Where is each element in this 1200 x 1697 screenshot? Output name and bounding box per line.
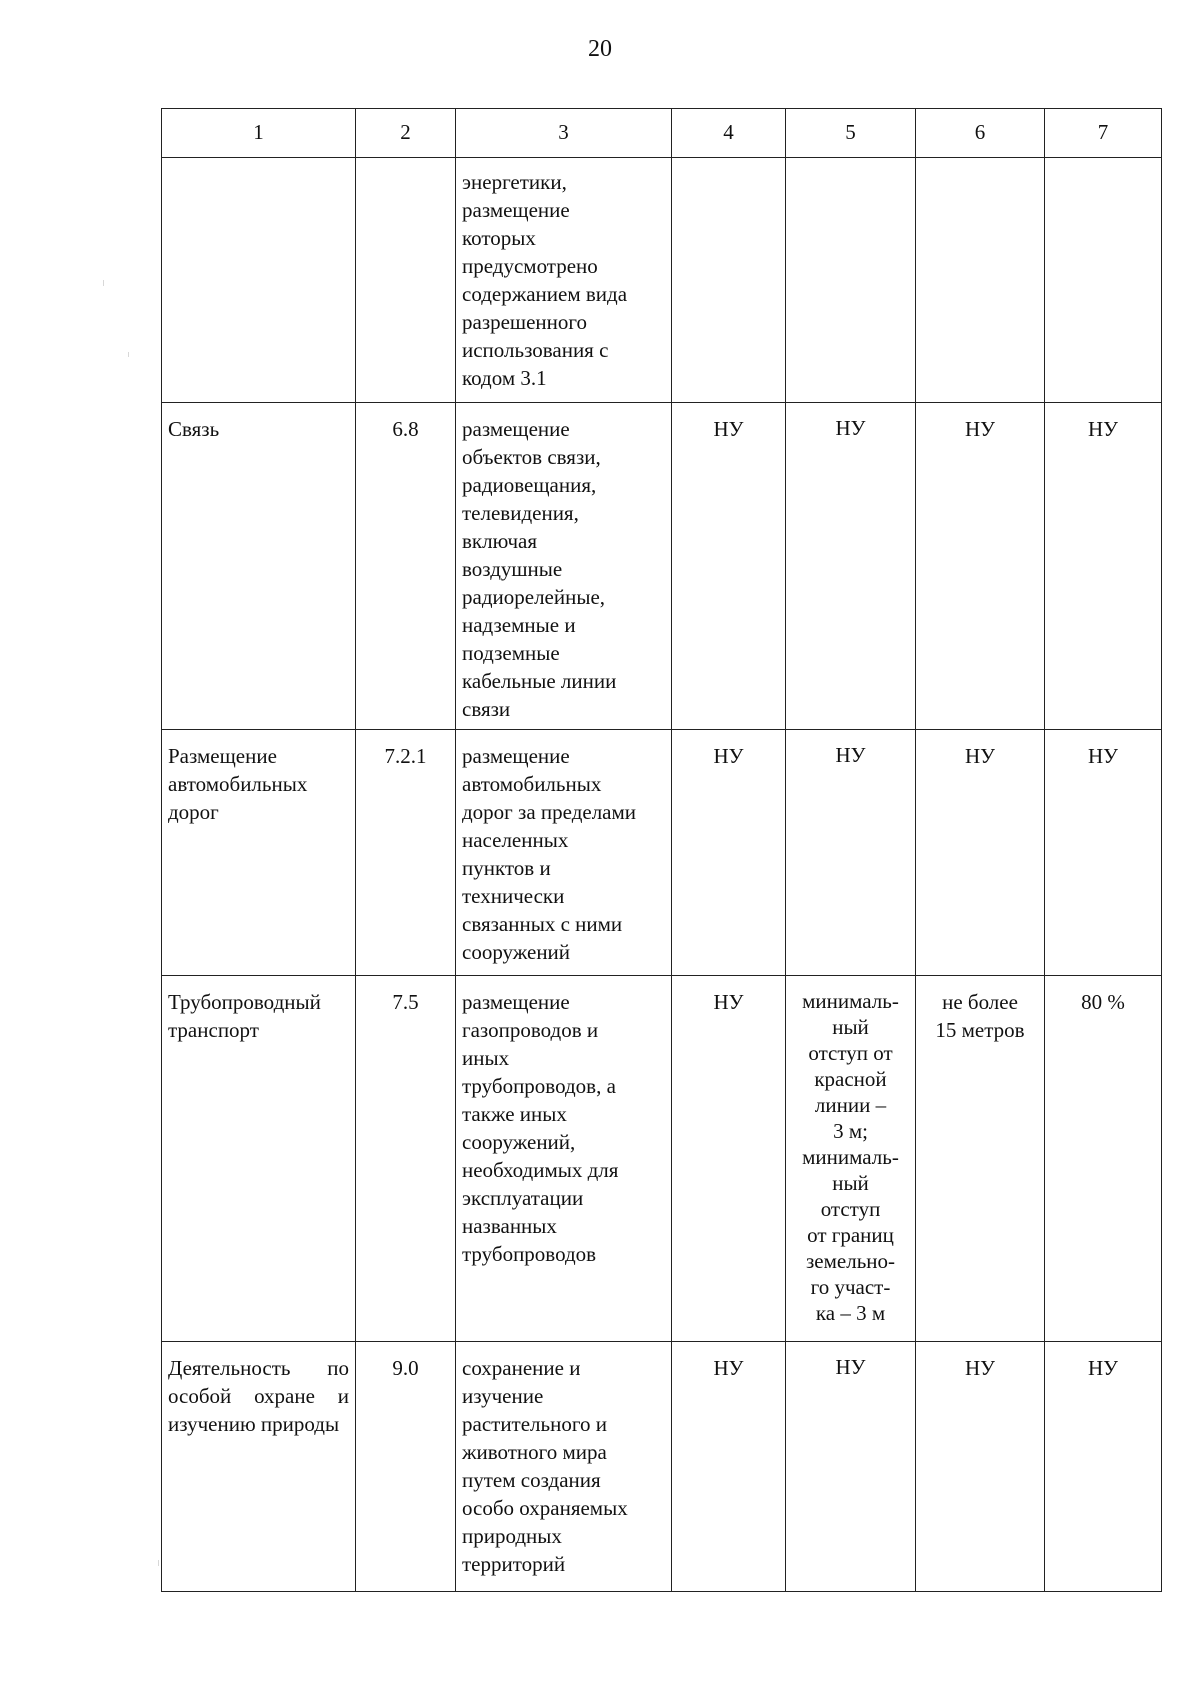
description-cell: размещение автомобильных дорог за пределами населенных пунктов и технически связанных с ними сооружений xyxy=(456,730,672,976)
code-cell: 6.8 xyxy=(356,403,456,730)
page-number: 20 xyxy=(588,36,612,62)
value-cell-5: минималь- ный отступ от красной линии – 3 м; минималь- ный отступ от границ земельно- го участ- ка – 3 м xyxy=(786,976,916,1342)
scan-mark xyxy=(128,352,129,357)
table-row xyxy=(162,730,1162,976)
column-header-7: 7 xyxy=(1045,109,1162,158)
description-cell: размещение газопроводов и иных трубопроводов, а также иных сооружений, необходимых для эксплуатации названных трубопроводов xyxy=(456,976,672,1342)
use-type-cell: Трубопроводный транспорт xyxy=(162,976,356,1342)
value-cell-7: НУ xyxy=(1045,1342,1162,1592)
description-cell: энергетики, размещение которых предусмотрено содержанием вида разрешенного использования с кодом 3.1 xyxy=(456,158,672,403)
header-row xyxy=(162,109,1162,158)
table-row xyxy=(162,1342,1162,1592)
column-header-5: 5 xyxy=(786,109,916,158)
use-type-cell xyxy=(162,158,356,403)
value-cell-6 xyxy=(916,158,1045,403)
column-header-2: 2 xyxy=(356,109,456,158)
use-type-cell: Связь xyxy=(162,403,356,730)
value-cell-6: НУ xyxy=(916,1342,1045,1592)
value-cell-6: НУ xyxy=(916,730,1045,976)
value-cell-4: НУ xyxy=(672,976,786,1342)
code-cell: 7.2.1 xyxy=(356,730,456,976)
scan-mark xyxy=(158,1560,159,1566)
use-type-cell: Размещение автомобильных дорог xyxy=(162,730,356,976)
value-cell-7 xyxy=(1045,158,1162,403)
table-row xyxy=(162,976,1162,1342)
description-cell: сохранение и изучение растительного и животного мира путем создания особо охраняемых природных территорий xyxy=(456,1342,672,1592)
value-cell-4 xyxy=(672,158,786,403)
column-header-4: 4 xyxy=(672,109,786,158)
column-header-3: 3 xyxy=(456,109,672,158)
code-cell xyxy=(356,158,456,403)
code-cell: 9.0 xyxy=(356,1342,456,1592)
zoning-table xyxy=(161,108,1162,1592)
value-cell-5: НУ xyxy=(786,1342,916,1592)
value-cell-4: НУ xyxy=(672,403,786,730)
scan-mark xyxy=(103,280,104,286)
table-row xyxy=(162,158,1162,403)
table-row xyxy=(162,403,1162,730)
use-type-cell: Деятельность по особой охране и изучению природы xyxy=(162,1342,356,1592)
column-header-1: 1 xyxy=(162,109,356,158)
value-cell-7: НУ xyxy=(1045,403,1162,730)
value-cell-5: НУ xyxy=(786,403,916,730)
column-header-6: 6 xyxy=(916,109,1045,158)
value-cell-5 xyxy=(786,158,916,403)
code-cell: 7.5 xyxy=(356,976,456,1342)
value-cell-6: НУ xyxy=(916,403,1045,730)
value-cell-7: 80 % xyxy=(1045,976,1162,1342)
value-cell-6: не более 15 метров xyxy=(916,976,1045,1342)
value-cell-4: НУ xyxy=(672,730,786,976)
value-cell-4: НУ xyxy=(672,1342,786,1592)
value-cell-5: НУ xyxy=(786,730,916,976)
value-cell-7: НУ xyxy=(1045,730,1162,976)
description-cell: размещение объектов связи, радиовещания, телевидения, включая воздушные радиорелейные, надземные и подземные кабельные линии связи xyxy=(456,403,672,730)
